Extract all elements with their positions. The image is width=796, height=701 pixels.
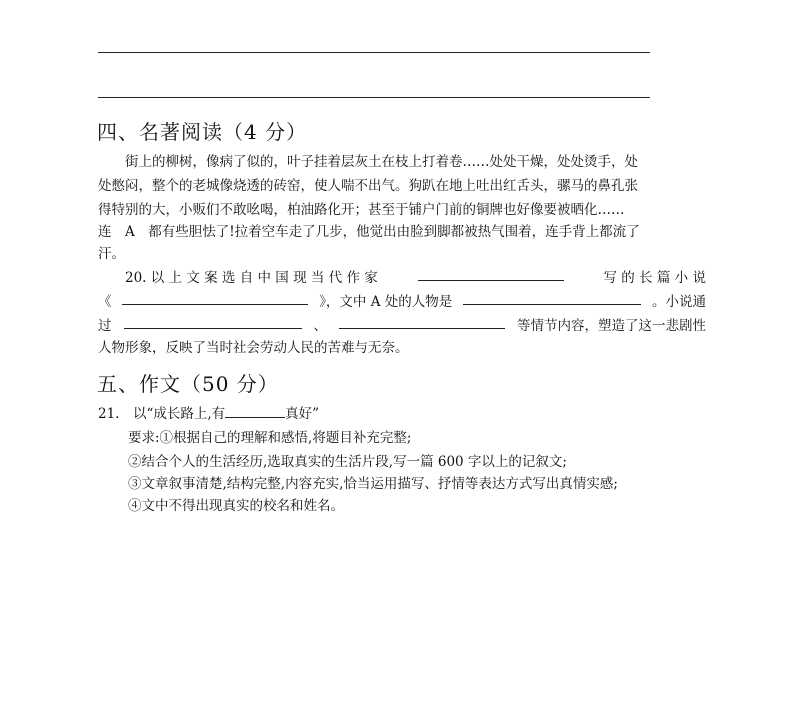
answer-line-2 bbox=[98, 97, 650, 98]
q20-text-8: 等情节内容，塑造了这一悲剧性 bbox=[517, 318, 706, 334]
q20-text-5: 。小说通 bbox=[651, 294, 706, 310]
question-20-line-3 bbox=[98, 314, 706, 338]
passage-line-5: 汗。 bbox=[98, 246, 125, 262]
passage-line-4: 连 A 都有些胆怯了!拉着空车走了几步，他觉出由脸到脚都被热气围着，连手背上都流了 bbox=[98, 224, 640, 240]
requirement-3: ③文章叙事清楚,结构完整,内容充实,恰当运用描写、抒情等表达方式写出真情实感; bbox=[128, 476, 618, 492]
q20-blank-character[interactable] bbox=[463, 290, 641, 305]
question-20-line-1 bbox=[98, 266, 706, 290]
section4-title: 四、名著阅读（4 分） bbox=[97, 120, 308, 144]
q20-text-4: 》，文中 A 处的人物是 bbox=[319, 294, 453, 310]
answer-line-1 bbox=[98, 52, 650, 53]
q20-text-1: 20. 以 上 文 案 选 自 中 国 现 当 代 作 家 bbox=[125, 270, 378, 286]
q21-blank[interactable] bbox=[225, 403, 285, 418]
requirement-4: ④文中不得出现真实的校名和姓名。 bbox=[128, 498, 344, 514]
q20-blank-plot-2[interactable] bbox=[339, 314, 505, 329]
section5-title: 五、作文（50 分） bbox=[97, 372, 279, 396]
requirement-1: 要求:①根据自己的理解和感悟,将题目补充完整; bbox=[128, 430, 412, 446]
passage-line-2: 处憋闷，整个的老城像烧透的砖窑，使人喘不出气。狗趴在地上吐出红舌头，骡马的鼻孔张 bbox=[98, 178, 638, 194]
q20-blank-plot-1[interactable] bbox=[124, 314, 302, 329]
question-20-line-4: 人物形象，反映了当时社会劳动人民的苦难与无奈。 bbox=[98, 340, 409, 356]
question-21 bbox=[98, 402, 706, 426]
q21-prefix: 21. 以“成长路上,有 bbox=[98, 406, 226, 422]
passage-line-1: 街上的柳树，像病了似的，叶子挂着层灰土在枝上打着卷……处处干燥，处处烫手，处 bbox=[125, 154, 638, 170]
passage-line-3: 得特别的大，小贩们不敢吆喝，柏油路化开；甚至于铺户门前的铜牌也好像要被晒化…… bbox=[98, 202, 625, 218]
q20-text-6: 过 bbox=[98, 318, 112, 334]
q20-blank-author[interactable] bbox=[418, 266, 564, 281]
question-20-line-2 bbox=[98, 290, 706, 314]
q20-text-2: 写 的 长 篇 小 说 bbox=[603, 270, 706, 286]
q21-suffix: 真好” bbox=[285, 406, 320, 422]
requirement-2: ②结合个人的生活经历,选取真实的生活片段,写一篇 600 字以上的记叙文; bbox=[128, 454, 567, 470]
q20-text-3: 《 bbox=[98, 294, 112, 310]
q20-blank-title[interactable] bbox=[122, 290, 308, 305]
q20-text-7: 、 bbox=[313, 318, 327, 334]
